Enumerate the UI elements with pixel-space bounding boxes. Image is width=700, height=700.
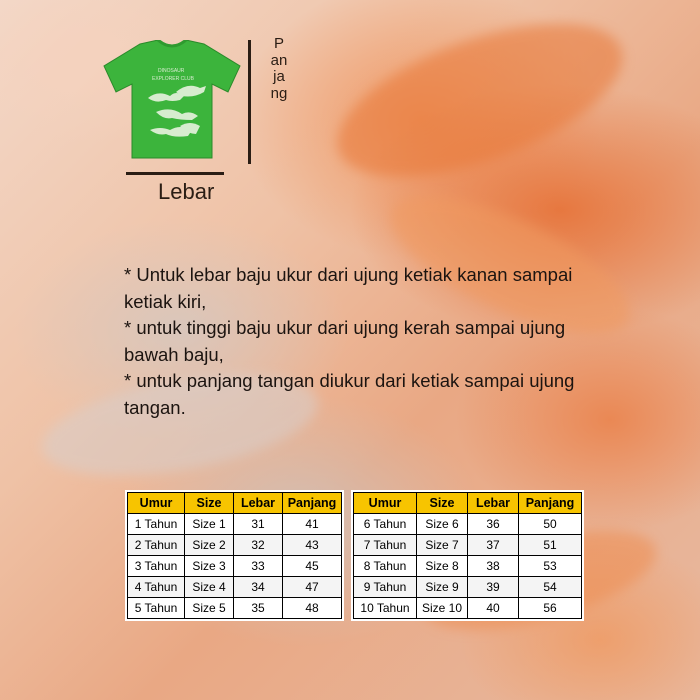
cell-umur: 6 Tahun bbox=[354, 514, 417, 535]
header-umur: Umur bbox=[354, 493, 417, 514]
table-row bbox=[128, 577, 342, 598]
svg-text:EXPLORER CLUB: EXPLORER CLUB bbox=[152, 76, 194, 82]
table-row bbox=[354, 535, 582, 556]
background-swirl bbox=[319, 0, 642, 208]
cell-lebar: 40 bbox=[468, 598, 519, 619]
cell-umur: 8 Tahun bbox=[354, 556, 417, 577]
table-row bbox=[354, 598, 582, 619]
cell-size: Size 8 bbox=[417, 556, 468, 577]
table-header-row bbox=[354, 493, 582, 514]
table-row bbox=[128, 535, 342, 556]
cell-lebar: 36 bbox=[468, 514, 519, 535]
cell-panjang: 43 bbox=[283, 535, 342, 556]
cell-size: Size 7 bbox=[417, 535, 468, 556]
panjang-label: Panjang bbox=[270, 35, 288, 102]
cell-panjang: 56 bbox=[519, 598, 582, 619]
cell-lebar: 37 bbox=[468, 535, 519, 556]
cell-umur: 2 Tahun bbox=[128, 535, 185, 556]
table-row bbox=[128, 556, 342, 577]
size-table-right bbox=[353, 492, 582, 619]
cell-lebar: 33 bbox=[234, 556, 283, 577]
cell-panjang: 53 bbox=[519, 556, 582, 577]
header-panjang: Panjang bbox=[519, 493, 582, 514]
table-row bbox=[354, 556, 582, 577]
note-panjang-tangan: * untuk panjang tangan diukur dari ketiak sampai ujung tangan. bbox=[124, 370, 575, 418]
svg-text:DINOSAUR: DINOSAUR bbox=[158, 68, 185, 74]
cell-umur: 10 Tahun bbox=[354, 598, 417, 619]
cell-lebar: 31 bbox=[234, 514, 283, 535]
cell-lebar: 35 bbox=[234, 598, 283, 619]
cell-umur: 5 Tahun bbox=[128, 598, 185, 619]
table-header-row bbox=[128, 493, 342, 514]
cell-lebar: 32 bbox=[234, 535, 283, 556]
cell-size: Size 10 bbox=[417, 598, 468, 619]
header-size: Size bbox=[417, 493, 468, 514]
table-row bbox=[128, 598, 342, 619]
cell-panjang: 48 bbox=[283, 598, 342, 619]
table-row bbox=[354, 577, 582, 598]
cell-size: Size 4 bbox=[185, 577, 234, 598]
table-row bbox=[354, 514, 582, 535]
cell-size: Size 2 bbox=[185, 535, 234, 556]
cell-size: Size 3 bbox=[185, 556, 234, 577]
cell-size: Size 9 bbox=[417, 577, 468, 598]
cell-lebar: 39 bbox=[468, 577, 519, 598]
note-tinggi: * untuk tinggi baju ukur dari ujung kerah sampai ujung bawah baju, bbox=[124, 317, 566, 365]
cell-size: Size 5 bbox=[185, 598, 234, 619]
cell-umur: 3 Tahun bbox=[128, 556, 185, 577]
cell-panjang: 47 bbox=[283, 577, 342, 598]
panjang-measure-line bbox=[248, 40, 251, 164]
cell-panjang: 51 bbox=[519, 535, 582, 556]
header-size: Size bbox=[185, 493, 234, 514]
cell-panjang: 45 bbox=[283, 556, 342, 577]
size-table-left bbox=[127, 492, 342, 619]
header-lebar: Lebar bbox=[468, 493, 519, 514]
cell-panjang: 41 bbox=[283, 514, 342, 535]
cell-umur: 9 Tahun bbox=[354, 577, 417, 598]
note-lebar: * Untuk lebar baju ukur dari ujung ketiak kanan sampai ketiak kiri, bbox=[124, 264, 573, 312]
header-umur: Umur bbox=[128, 493, 185, 514]
cell-umur: 1 Tahun bbox=[128, 514, 185, 535]
cell-lebar: 38 bbox=[468, 556, 519, 577]
cell-umur: 7 Tahun bbox=[354, 535, 417, 556]
table-row bbox=[128, 514, 342, 535]
cell-size: Size 6 bbox=[417, 514, 468, 535]
tshirt-image bbox=[100, 40, 245, 162]
cell-size: Size 1 bbox=[185, 514, 234, 535]
lebar-label: Lebar bbox=[158, 179, 215, 204]
cell-umur: 4 Tahun bbox=[128, 577, 185, 598]
cell-panjang: 54 bbox=[519, 577, 582, 598]
lebar-measure-line bbox=[126, 172, 224, 175]
header-panjang: Panjang bbox=[283, 493, 342, 514]
measurement-notes bbox=[124, 262, 614, 421]
cell-panjang: 50 bbox=[519, 514, 582, 535]
header-lebar: Lebar bbox=[234, 493, 283, 514]
cell-lebar: 34 bbox=[234, 577, 283, 598]
